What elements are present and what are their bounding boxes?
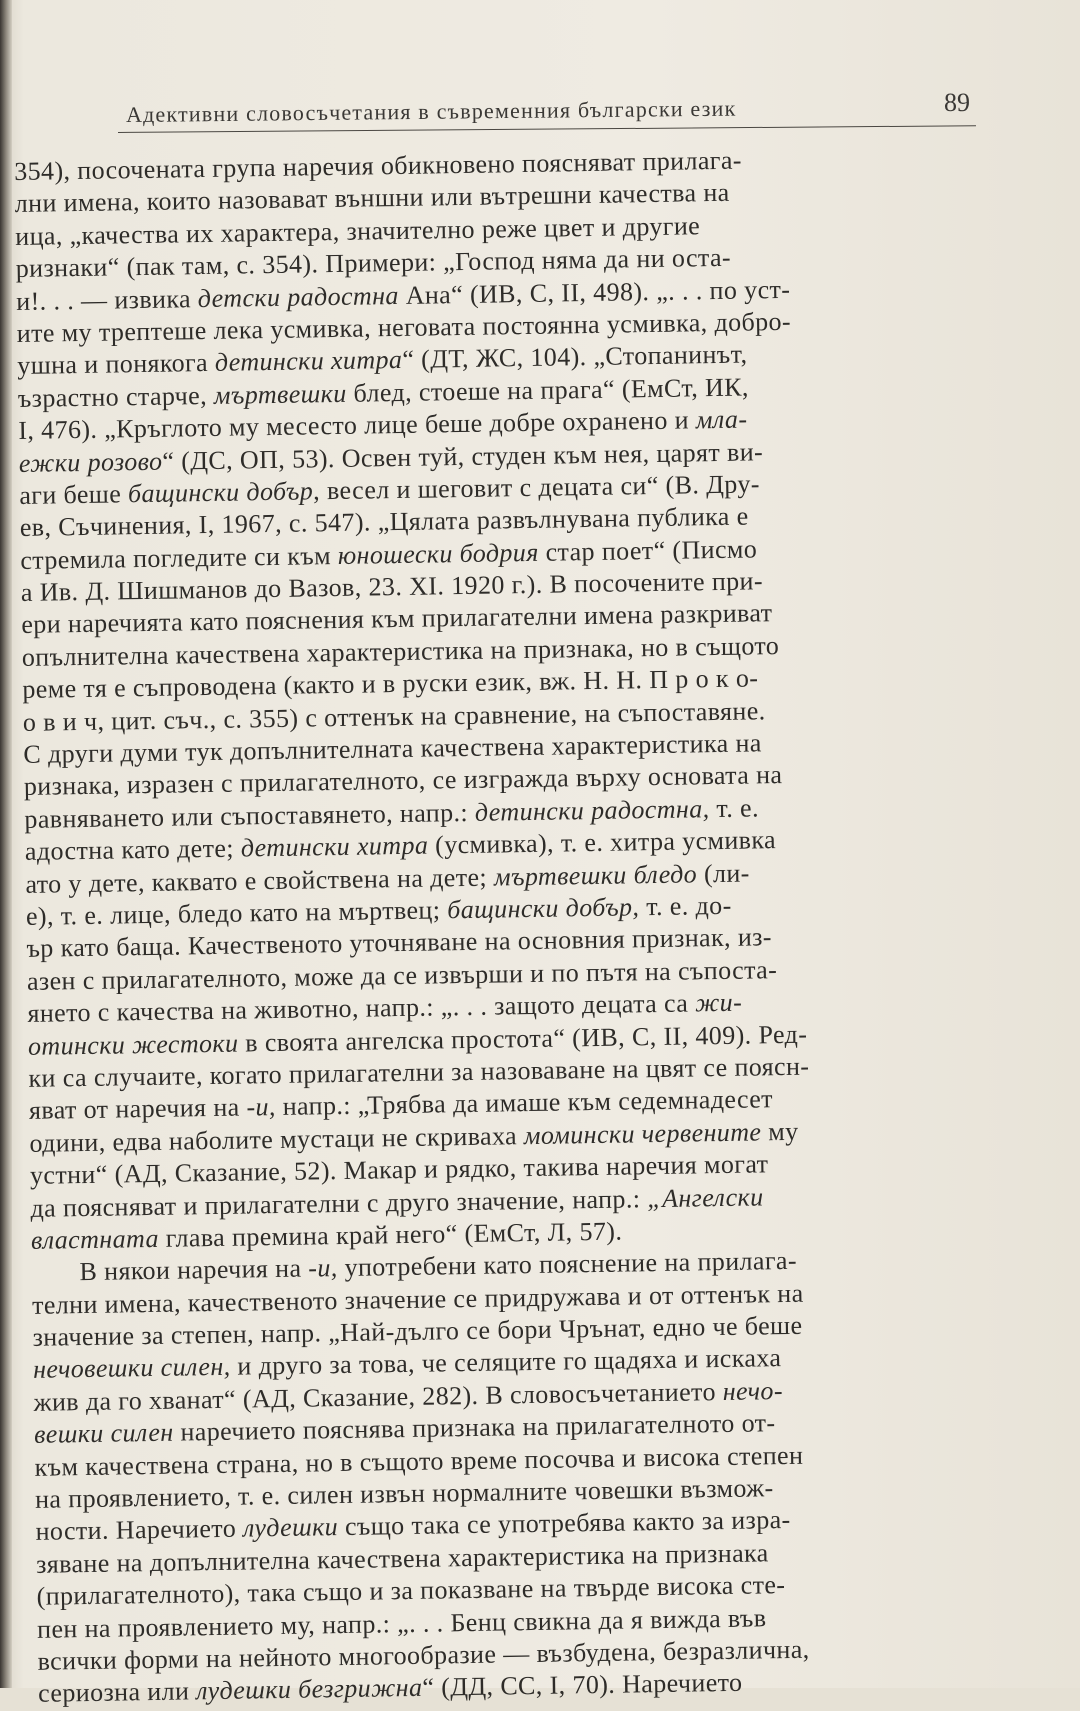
line-text-after: в своята ангелска простота“ (ИВ, С, II, 409). Ред- [238, 1019, 808, 1058]
running-title: Адективни словосъчетания в съвременния български език [125, 95, 737, 127]
line-text: В някои наречия на [79, 1253, 309, 1287]
line-text: ица, „качества их характера, значително реже цвет и другие [15, 211, 701, 251]
line-text-after: му [761, 1116, 799, 1147]
italic-example: мла- [695, 404, 748, 435]
line-text-after: стар поет“ (Писмо [538, 534, 758, 567]
italic-example: лудешки [242, 1512, 339, 1543]
line-text-after: (усмивка), т. е. хитра усмивка [428, 825, 777, 860]
line-text: адостна като дете; [24, 833, 242, 867]
line-text-after: т. е. до- [639, 890, 732, 922]
line-text: към качествена страна, но в същото време посочва и висока степен [34, 1440, 804, 1482]
line-text: одини, едва наболите мустаци не скриваха [29, 1120, 525, 1158]
line-text-after: употребени като пояснение на прилага- [337, 1246, 798, 1283]
italic-example: -и, [246, 1092, 277, 1122]
line-text-after: , весел и шеговит с децата си“ (В. Дру- [312, 469, 761, 506]
italic-example: нечовешки силен, [32, 1352, 231, 1385]
italic-example: ежки розово [18, 446, 163, 478]
line-text-after: напр.: „Трябва да имаше към седемнадесет [275, 1084, 774, 1122]
italic-example: „Ангелски [647, 1181, 764, 1213]
italic-example: мъртвешки [213, 378, 347, 410]
line-text: ности. Наречието [35, 1513, 244, 1547]
line-text-after: Ана“ (ИВ, С, II, 498). „. . . по уст- [398, 274, 791, 310]
line-text: реме тя е съпроводена (както и в руски език, вж. Н. Н. П р о к о- [22, 663, 759, 705]
line-text: I, 476). „Кръглото му месесто лице беше добре охранено и [18, 405, 697, 446]
line-text: на проявлението, т. е. силен извън нормалните човешки възмож- [34, 1473, 774, 1514]
line-text: азен с прилагателното, може да се извърши и по пътя на съпоста- [26, 954, 778, 996]
italic-example: момински червените [523, 1117, 762, 1150]
italic-example: нечо- [722, 1375, 784, 1406]
italic-example: -и, [308, 1253, 338, 1283]
italic-example: вешки силен [33, 1417, 174, 1450]
line-text: ите му трептеше лека усмивка, неговата постоянна усмивка, добро- [16, 306, 792, 348]
line-text: всички форми на нейното многообразие — възбудена, безразлична, [37, 1634, 810, 1676]
line-text: ушна и понякога [17, 348, 216, 381]
line-text-after: блед, стоеше на прага“ (ЕмСт, ИК, [346, 372, 750, 408]
line-text: значение за степен, напр. „Най-дълго се бори Чрънат, едно че беше [32, 1310, 803, 1352]
line-text: ризнаки“ (пак там, с. 354). Примери: „Господ няма да ни оста- [15, 242, 732, 284]
line-text: ъзрастно старче, [17, 380, 215, 413]
line-text: телни имена, качественото значение се придружава и от оттенък на [31, 1278, 804, 1320]
italic-example: детски радостна [197, 280, 400, 313]
italic-example: юношески бодрия [337, 537, 539, 570]
italic-example: мъртвешки бледо [493, 858, 698, 892]
line-text-after: “ (ДТ, ЖС, 104). „Стопанинът, [402, 339, 748, 375]
line-text-after: глава премина край него“ (ЕмСт, Л, 57). [158, 1216, 623, 1253]
body-text [14, 140, 1028, 1710]
italic-example: жи- [694, 987, 743, 1018]
line-text: 354), посочената група наречия обикновено поясняват прилага- [14, 145, 743, 186]
line-text: устни“ (АД, Сказание, 52). Макар и рядко, такива наречия могат [29, 1149, 769, 1190]
italic-example: властната [30, 1223, 160, 1255]
line-text: ато у дете, каквато е свойствена на дете; [25, 862, 495, 899]
line-text: пен на проявлението му, напр.: „. . . Бенц свикна да я вижда във [36, 1602, 767, 1644]
italic-example: отински жестоки [27, 1028, 239, 1061]
line-text: лни имена, които назовават външни или вътрешни качества на [14, 178, 730, 219]
line-text: С други думи тук допълнителната качествена характеристика на [23, 728, 762, 769]
line-text-after: “ (ДД, СС, I, 70). Наречието [422, 1668, 743, 1703]
line-text: опълнителна качествена характеристика на признака, но в същото [21, 630, 780, 672]
italic-example: бащински добър, [447, 892, 640, 925]
line-text: яват от наречия на [28, 1092, 247, 1126]
book-spine-shadow [0, 0, 12, 1688]
italic-example: детински хитра [214, 345, 403, 378]
italic-example: лудешки безгрижна [195, 1673, 423, 1706]
line-text-after: т. е. [709, 793, 760, 823]
line-text: ери наречията като пояснения към прилагателни имена разкриват [21, 598, 773, 640]
line-text: ър като баща. Качественото уточняване на основния признак, из- [26, 922, 773, 964]
line-text-after: (ли- [696, 858, 750, 888]
line-text: да поясняват и прилагателни с друго значение, напр.: [30, 1183, 648, 1223]
line-text-after: и друго за това, че селяците го щадяха и искаха [230, 1343, 782, 1382]
line-text-after: наречието пояснява признака на прилагателното от- [173, 1408, 776, 1447]
line-text: стремила погледите си към [20, 540, 339, 575]
line-text: (прилагателното), така също и за показване на твърде висока сте- [36, 1570, 786, 1612]
line-text: равняването или съпоставянето, напр.: [24, 797, 476, 834]
line-text: ев, Съчинения, I, 1967, с. 547). „Цялата развълнувана публика е [19, 501, 749, 543]
line-text: жив да го хванат“ (АД, Сказание, 282). В словосъчетанието [33, 1376, 723, 1417]
line-text: аги беше [19, 479, 129, 510]
line-text: а Ив. Д. Шишманов до Вазов, 23. XI. 1920 г.). В посочените при- [20, 566, 764, 608]
line-text: зяване на допълнителна качествена характеристика на признака [35, 1538, 769, 1579]
italic-example: бащински добър [127, 476, 314, 509]
line-text: о в и ч, цит. съч., с. 355) с оттенък на сравнение, на съпоставяне. [22, 695, 766, 737]
line-text: и!. . . — извика [16, 283, 199, 316]
page-number: 89 [944, 88, 970, 117]
line-text: ки са случаите, когато прилагателни за назоваване на цвят се поясн- [28, 1051, 810, 1093]
line-text-after: също така се употребява както за изра- [337, 1505, 791, 1542]
line-text: янето с качества на животно, напр.: „. . . защото децата са [27, 988, 696, 1029]
line-text-after: “ (ДС, ОП, 53). Освен туй, студен към нея, царят ви- [162, 436, 764, 476]
line-text: сериозна или [37, 1676, 197, 1709]
line-text: ризнака, изразен с прилагателното, се изгражда върху основата на [23, 760, 783, 802]
italic-example: детински радостна, [474, 793, 710, 827]
line-text: е), т. е. лице, бледо като на мъртвец; [25, 895, 448, 931]
italic-example: детински хитра [240, 830, 429, 863]
